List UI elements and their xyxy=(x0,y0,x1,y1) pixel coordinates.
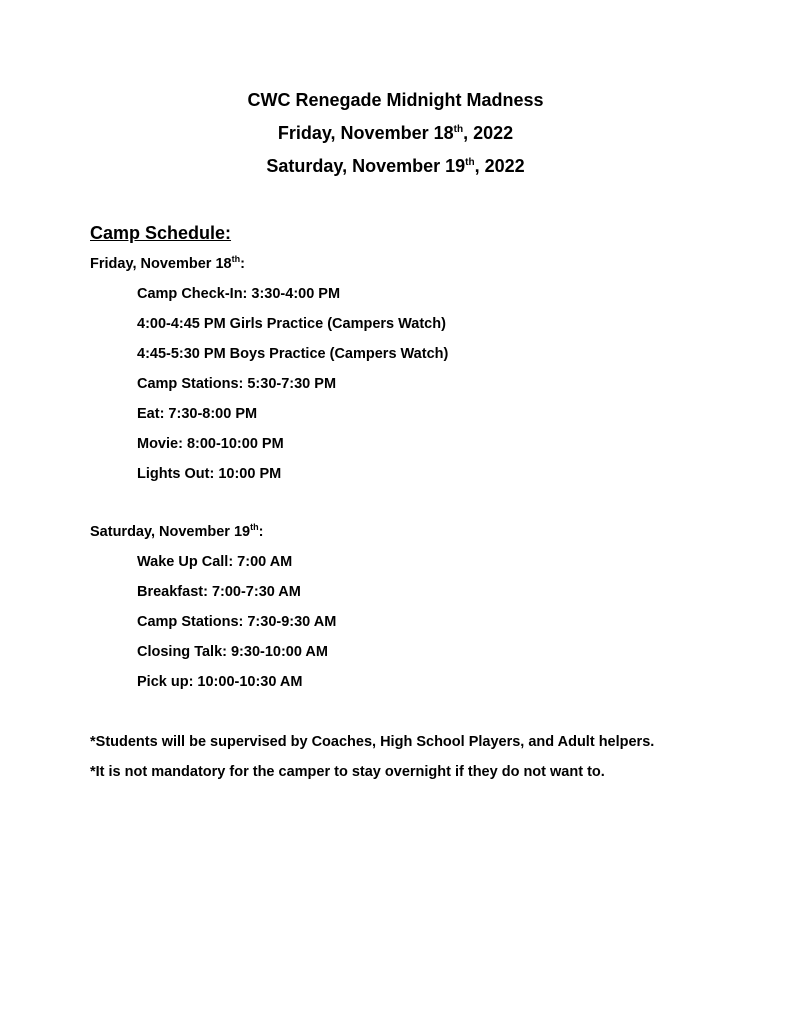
event-date-saturday-text: Saturday, November 19 xyxy=(266,156,466,176)
page-title: CWC Renegade Midnight Madness xyxy=(247,90,544,110)
camp-schedule-heading: Camp Schedule: xyxy=(90,223,232,243)
saturday-schedule-list xyxy=(137,553,336,703)
event-date-friday xyxy=(0,122,791,144)
schedule-item: Camp Stations: 7:30-9:30 AM xyxy=(137,614,337,630)
schedule-item: Wake Up Call: 7:00 AM xyxy=(137,554,293,570)
schedule-item: Eat: 7:30-8:00 PM xyxy=(137,406,258,422)
friday-heading-ordinal: th xyxy=(231,254,241,264)
schedule-item: Pick up: 10:00-10:30 AM xyxy=(137,674,303,690)
notes-section xyxy=(90,733,654,793)
saturday-heading-colon: : xyxy=(258,524,264,540)
event-date-friday-text: Friday, November 18 xyxy=(277,123,454,143)
schedule-item: Camp Check-In: 3:30-4:00 PM xyxy=(137,286,341,302)
event-date-friday-ordinal: th xyxy=(453,124,464,135)
event-date-saturday xyxy=(0,155,791,177)
friday-heading-colon: : xyxy=(240,256,245,272)
saturday-heading-text: Saturday, November 19 xyxy=(90,524,251,540)
event-date-friday-year: , 2022 xyxy=(463,123,514,143)
schedule-item: Breakfast: 7:00-7:30 AM xyxy=(137,584,301,600)
event-date-saturday-year: , 2022 xyxy=(474,156,525,176)
schedule-item: Movie: 8:00-10:00 PM xyxy=(137,436,284,452)
schedule-item: 4:45-5:30 PM Boys Practice (Campers Watch) xyxy=(137,346,449,362)
friday-heading-text: Friday, November 18 xyxy=(90,256,232,272)
schedule-item: 4:00-4:45 PM Girls Practice (Campers Watch) xyxy=(137,316,446,332)
schedule-item: Closing Talk: 9:30-10:00 AM xyxy=(137,644,328,660)
friday-heading xyxy=(90,255,245,273)
supervision-note: *Students will be supervised by Coaches, High School Players, and Adult helpers. xyxy=(90,734,655,750)
saturday-heading xyxy=(90,523,263,541)
friday-schedule-list xyxy=(137,285,448,495)
schedule-item: Camp Stations: 5:30-7:30 PM xyxy=(137,376,337,392)
event-date-saturday-ordinal: th xyxy=(465,157,475,168)
overnight-note: *It is not mandatory for the camper to stay overnight if they do not want to. xyxy=(90,764,605,780)
saturday-heading-ordinal: th xyxy=(250,522,259,532)
schedule-item: Lights Out: 10:00 PM xyxy=(137,466,282,482)
